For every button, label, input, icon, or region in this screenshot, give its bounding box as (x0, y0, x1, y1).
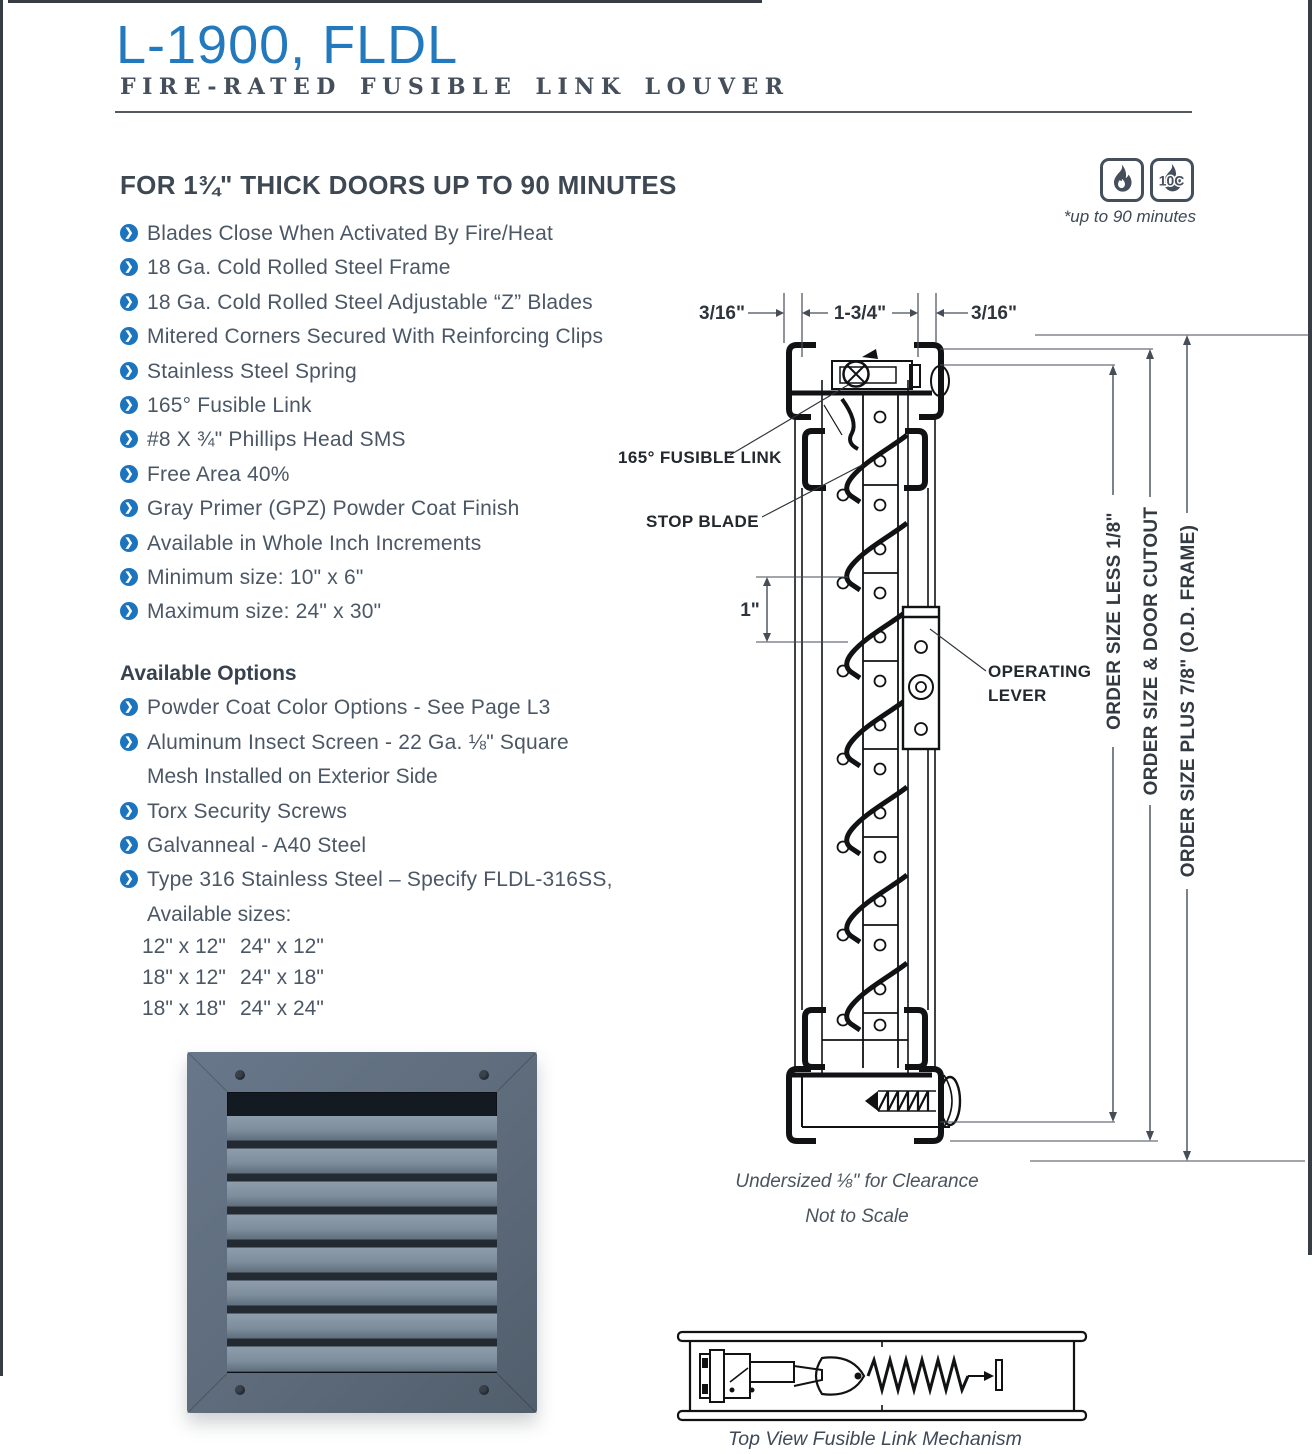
chevron-bullet-icon: ❯ (120, 568, 138, 586)
size-row (120, 999, 680, 1019)
chevron-bullet-icon: ❯ (120, 396, 138, 414)
top-view-mechanism-diagram (672, 1328, 1092, 1424)
chevron-bullet-icon: ❯ (120, 836, 138, 854)
screw-hole-icon (235, 1385, 245, 1395)
list-item (120, 360, 680, 383)
list-item (120, 566, 680, 589)
page-border-left (0, 0, 3, 1376)
options-heading: Available Options (120, 662, 297, 685)
label-fusible-link: 165° FUSIBLE LINK (618, 448, 782, 467)
header-divider (115, 111, 1192, 113)
cross-section-diagram (610, 285, 1312, 1165)
feature-text: Minimum size: 10" x 6" (147, 565, 364, 589)
list-item (120, 222, 680, 245)
list-item (120, 800, 680, 823)
chevron-bullet-icon: ❯ (120, 430, 138, 448)
rating-note: *up to 90 minutes (1063, 207, 1196, 226)
page-border-top (8, 0, 762, 3)
label-stop-blade: STOP BLADE (646, 512, 759, 531)
chevron-bullet-icon: ❯ (120, 362, 138, 380)
list-item (120, 600, 680, 623)
size-value: 24" x 18" (240, 966, 324, 990)
chevron-bullet-icon: ❯ (120, 499, 138, 517)
feature-text: Blades Close When Activated By Fire/Heat (147, 222, 554, 245)
option-text: Type 316 Stainless Steel – Specify FLDL-316SS, (147, 868, 613, 892)
feature-text: 18 Ga. Cold Rolled Steel Frame (147, 256, 451, 280)
list-item (120, 428, 680, 451)
diagram-note-scale: Not to Scale (805, 1206, 909, 1227)
miter-joint-line (187, 1051, 227, 1091)
size-value: 24" x 12" (240, 935, 324, 959)
chevron-bullet-icon: ❯ (120, 870, 138, 888)
chevron-bullet-icon: ❯ (120, 698, 138, 716)
list-item (120, 834, 680, 857)
miter-joint-line (187, 1373, 227, 1413)
dim-left-gap: 3/16" (699, 303, 745, 324)
options-section (120, 662, 680, 1030)
page-subtitle: FIRE-RATED FUSIBLE LINK LOUVER (120, 74, 790, 100)
chevron-bullet-icon: ❯ (120, 802, 138, 820)
feature-text: Maximum size: 24" x 30" (147, 600, 382, 624)
feature-text: 165° Fusible Link (147, 393, 312, 417)
list-item (120, 325, 680, 348)
option-text-continued: Mesh Installed on Exterior Side (147, 765, 438, 789)
fire-rating-icon (1100, 158, 1144, 202)
louver-photo-blades (227, 1116, 497, 1372)
option-text-continued: Available sizes: (147, 902, 292, 926)
miter-joint-line (497, 1373, 537, 1413)
screw-hole-icon (479, 1070, 489, 1080)
feature-text: Available in Whole Inch Increments (147, 531, 482, 555)
chevron-bullet-icon: ❯ (120, 258, 138, 276)
dim-door-thickness: 1-3/4" (833, 303, 887, 324)
label-operating-lever-1: OPERATING (988, 662, 1092, 681)
vdim-order-size-od-frame: ORDER SIZE PLUS 7/8" (O.D. FRAME) (1178, 524, 1199, 878)
feature-text: Free Area 40% (147, 462, 290, 486)
page-title: L-1900, FLDL (116, 15, 459, 75)
size-value: 18" x 12" (142, 966, 226, 990)
feature-text: #8 X ¾" Phillips Head SMS (147, 428, 406, 452)
screw-hole-icon (235, 1070, 245, 1080)
list-item (120, 463, 680, 486)
list-item (120, 696, 680, 719)
feature-text: Stainless Steel Spring (147, 359, 357, 383)
size-value: 12" x 12" (142, 935, 226, 959)
size-row (120, 937, 680, 957)
size-row (120, 968, 680, 988)
feature-text: Gray Primer (GPZ) Powder Coat Finish (147, 497, 520, 521)
list-item (120, 394, 680, 417)
flame-icon (1114, 164, 1132, 191)
list-item (120, 731, 680, 754)
list-item (120, 256, 680, 279)
feature-text: 18 Ga. Cold Rolled Steel Adjustable “Z” Blades (147, 290, 593, 314)
list-item (120, 291, 680, 314)
option-text: Aluminum Insect Screen - 22 Ga. ⅛" Square (147, 730, 569, 754)
chevron-bullet-icon: ❯ (120, 293, 138, 311)
list-item (120, 497, 680, 520)
option-text: Powder Coat Color Options - See Page L3 (147, 696, 551, 720)
miter-joint-line (497, 1051, 537, 1091)
feature-text: Mitered Corners Secured With Reinforcing Clips (147, 325, 604, 349)
label-operating-lever-2: LEVER (988, 686, 1047, 705)
size-value: 24" x 24" (240, 997, 324, 1021)
chevron-bullet-icon: ❯ (120, 733, 138, 751)
list-item (120, 868, 680, 891)
list-item (120, 532, 680, 555)
size-value: 18" x 18" (142, 997, 226, 1021)
section-heading: FOR 1¾" THICK DOORS UP TO 90 MINUTES (120, 170, 677, 200)
chevron-bullet-icon: ❯ (120, 327, 138, 345)
chevron-bullet-icon: ❯ (120, 465, 138, 483)
chevron-bullet-icon: ❯ (120, 534, 138, 552)
dim-blade-spacing: 1" (740, 600, 760, 621)
feature-list (120, 222, 680, 635)
fire-rating-10c-icon (1150, 158, 1194, 202)
dim-right-gap: 3/16" (971, 303, 1017, 324)
louver-product-photo (187, 1052, 537, 1413)
chevron-bullet-icon: ❯ (120, 602, 138, 620)
diagram-note-clearance: Undersized ⅛" for Clearance (735, 1171, 979, 1192)
option-text: Torx Security Screws (147, 799, 348, 823)
screw-hole-icon (479, 1385, 489, 1395)
vdim-order-size-cutout: ORDER SIZE & DOOR CUTOUT (1141, 506, 1162, 796)
badge-10c-label: 10C (1158, 172, 1185, 189)
option-text: Galvanneal - A40 Steel (147, 833, 367, 857)
chevron-bullet-icon: ❯ (120, 224, 138, 242)
vdim-order-size-less: ORDER SIZE LESS 1/8" (1104, 512, 1125, 730)
top-view-caption: Top View Fusible Link Mechanism (728, 1428, 1022, 1450)
